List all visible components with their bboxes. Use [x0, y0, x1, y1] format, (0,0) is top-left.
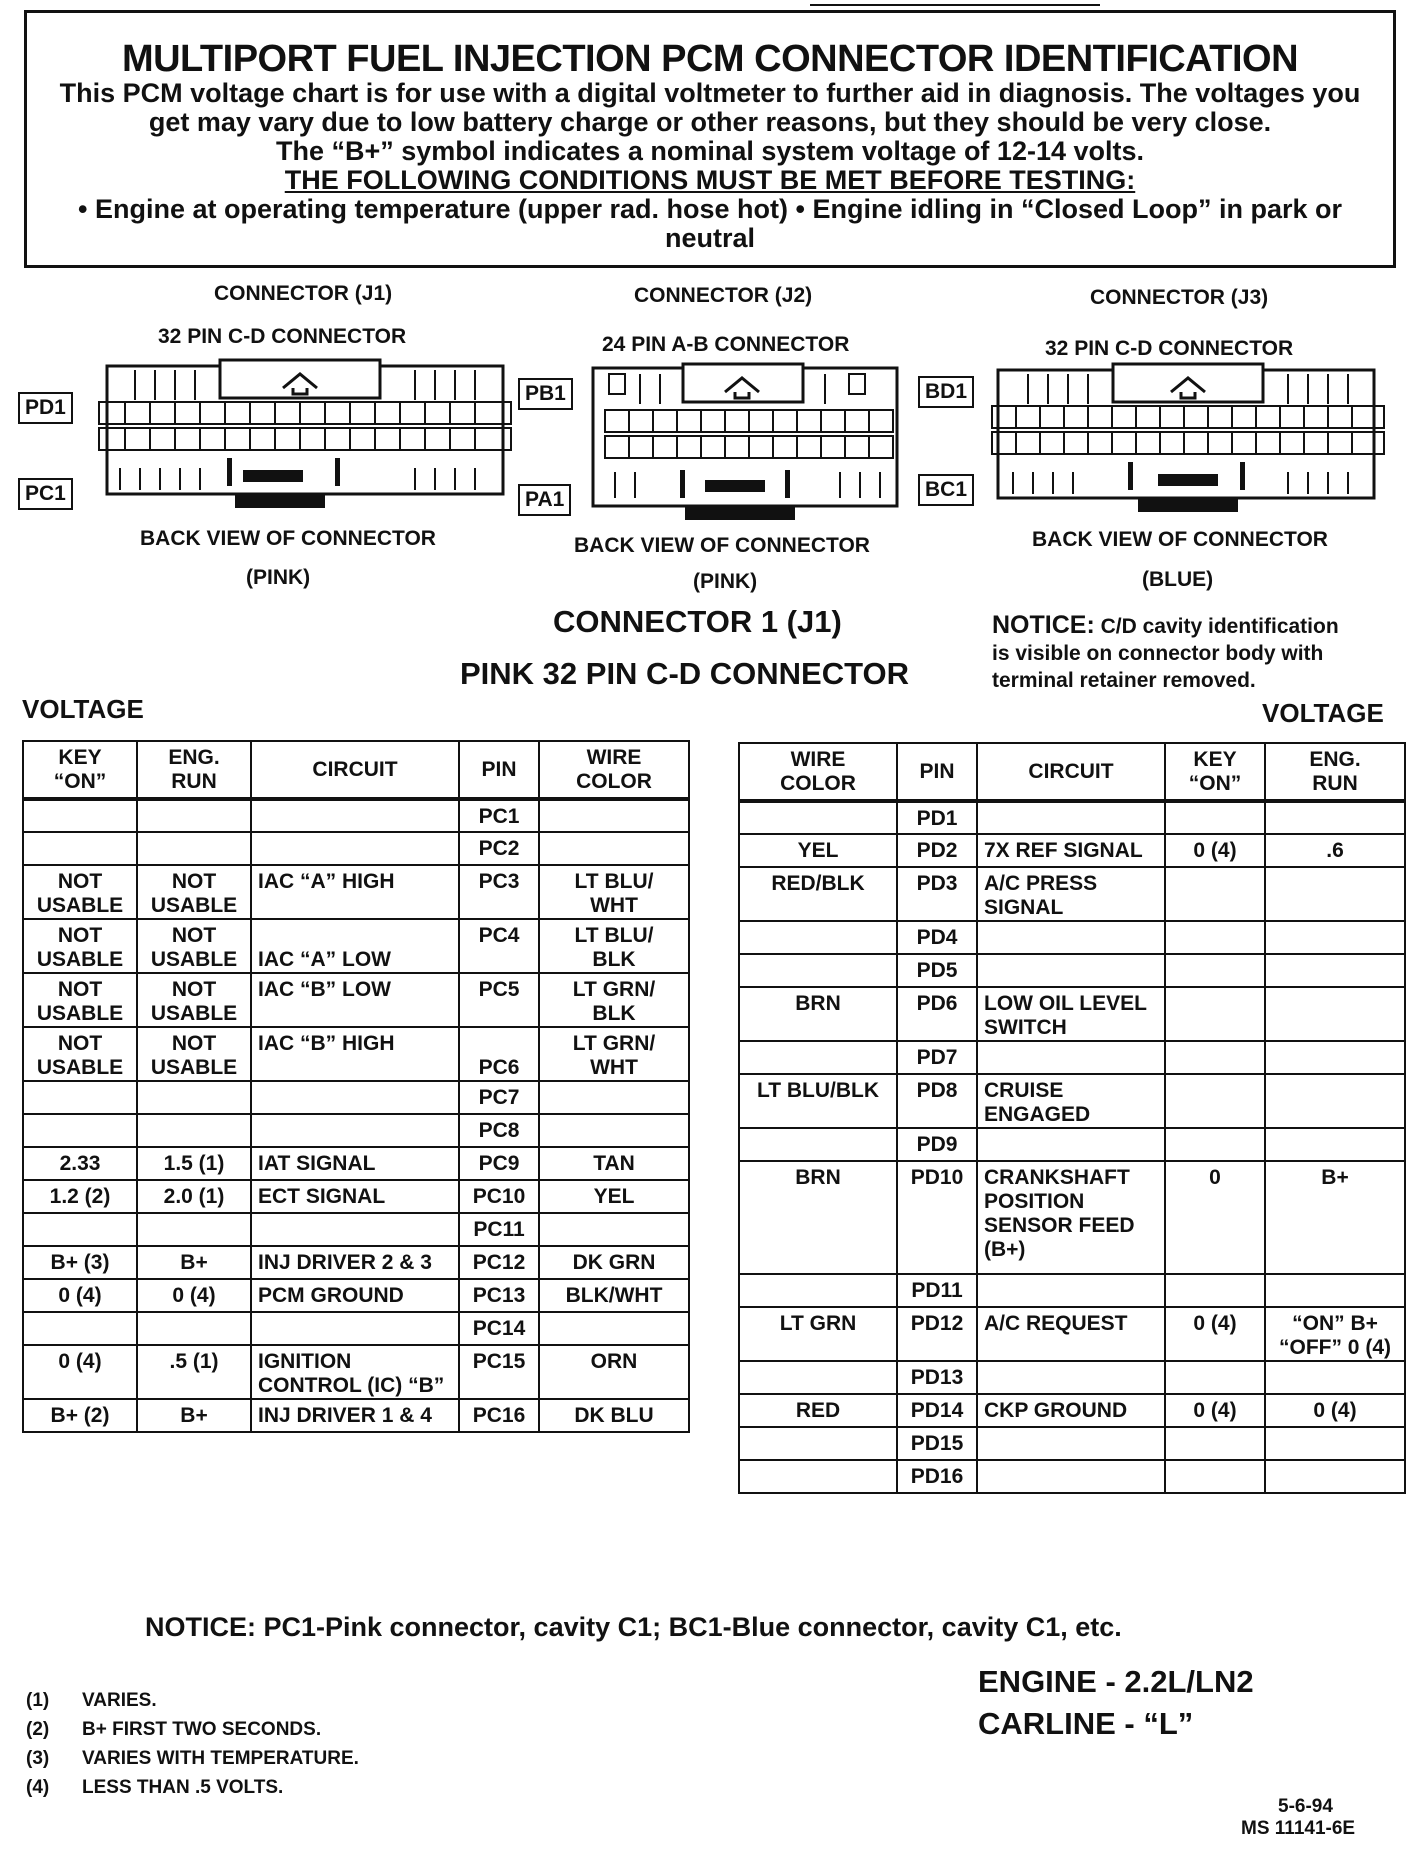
left-cell [23, 1213, 137, 1246]
left-cell: PC10 [459, 1180, 539, 1213]
left-header-cell: KEY “ON” [23, 741, 137, 799]
left-cell: PC6 [459, 1027, 539, 1081]
connector-j1-type: 32 PIN C-D CONNECTOR [158, 325, 407, 348]
left-table-row [23, 1213, 689, 1246]
left-cell: LT GRN/ BLK [539, 973, 689, 1027]
left-cell: LT BLU/ WHT [539, 865, 689, 919]
cavity-notice-label: NOTICE: [992, 611, 1095, 639]
right-cell: PD7 [897, 1041, 977, 1074]
right-cell [1165, 1041, 1265, 1074]
right-table-row [739, 987, 1405, 1041]
left-cell: NOT USABLE [137, 919, 251, 973]
left-cell: B+ (3) [23, 1246, 137, 1279]
right-cell [739, 1128, 897, 1161]
right-cell [1165, 1427, 1265, 1460]
left-cell [137, 1114, 251, 1147]
right-cell [739, 921, 897, 954]
left-cell: ECT SIGNAL [251, 1180, 459, 1213]
left-cell: PCM GROUND [251, 1279, 459, 1312]
footnote-item [26, 1690, 359, 1719]
left-table-row [23, 919, 689, 973]
right-cell: .6 [1265, 834, 1405, 867]
left-cell: PC12 [459, 1246, 539, 1279]
footnote-number: (1) [26, 1690, 50, 1711]
connector-j2-color: (PINK) [693, 570, 758, 593]
right-cell: CRANKSHAFT POSITION SENSOR FEED (B+) [977, 1161, 1165, 1274]
right-table-row [739, 1161, 1405, 1274]
left-table-row [23, 1246, 689, 1279]
right-cell: PD8 [897, 1074, 977, 1128]
left-cell: NOT USABLE [137, 1027, 251, 1081]
right-table-row [739, 1128, 1405, 1161]
left-cell: IGNITION CONTROL (IC) “B” [251, 1345, 459, 1399]
right-cell: CRUISE ENGAGED [977, 1074, 1165, 1128]
right-cell: BRN [739, 1161, 897, 1274]
right-cell [977, 954, 1165, 987]
footnote-number: (4) [26, 1777, 50, 1798]
right-cell: PD9 [897, 1128, 977, 1161]
left-cell: BLK/WHT [539, 1279, 689, 1312]
left-header-cell: ENG. RUN [137, 741, 251, 799]
left-cell: ORN [539, 1345, 689, 1399]
left-cell: NOT USABLE [137, 865, 251, 919]
right-cell: PD13 [897, 1361, 977, 1394]
right-cell [1265, 954, 1405, 987]
right-header-cell: KEY “ON” [1165, 743, 1265, 801]
right-cell [977, 921, 1165, 954]
left-cell [23, 799, 137, 832]
connector-j1-color: (PINK) [246, 566, 311, 589]
left-table-row [23, 1027, 689, 1081]
left-table-row [23, 1399, 689, 1432]
left-cell: B+ (2) [23, 1399, 137, 1432]
left-cell [251, 1081, 459, 1114]
right-header-row [739, 743, 1405, 801]
voltage-label-left: VOLTAGE [22, 694, 144, 724]
right-cell: PD14 [897, 1394, 977, 1427]
page-title: MULTIPORT FUEL INJECTION PCM CONNECTOR IDENTIFICATION [121, 38, 1299, 80]
voltage-label-right: VOLTAGE [1262, 698, 1384, 728]
right-cell: PD4 [897, 921, 977, 954]
left-cell [539, 1312, 689, 1345]
left-header-cell: CIRCUIT [251, 741, 459, 799]
right-table-row [739, 1274, 1405, 1307]
right-cell: LT BLU/BLK [739, 1074, 897, 1128]
left-cell: 2.33 [23, 1147, 137, 1180]
connector-j2-name: CONNECTOR (J2) [634, 284, 813, 307]
connector-j1-view: BACK VIEW OF CONNECTOR [140, 527, 436, 550]
connector-j2-diagram [585, 362, 905, 522]
left-cell: PC7 [459, 1081, 539, 1114]
right-table-row [739, 954, 1405, 987]
left-cell [251, 1114, 459, 1147]
left-cell: PC15 [459, 1345, 539, 1399]
right-table-row [739, 867, 1405, 921]
right-cell: “ON” B+ “OFF” 0 (4) [1265, 1307, 1405, 1361]
right-header-cell: ENG. RUN [1265, 743, 1405, 801]
right-cell: YEL [739, 834, 897, 867]
pin-label-pb1: PB1 [518, 378, 573, 410]
left-cell: IAT SIGNAL [251, 1147, 459, 1180]
left-cell: LT BLU/ BLK [539, 919, 689, 973]
right-cell [1165, 801, 1265, 834]
top-rule [810, 4, 1100, 6]
right-header-cell: PIN [897, 743, 977, 801]
right-cell [1265, 1361, 1405, 1394]
left-cell: PC4 [459, 919, 539, 973]
left-cell: 0 (4) [23, 1279, 137, 1312]
left-cell [251, 832, 459, 865]
footnote-item [26, 1748, 359, 1777]
left-table-row [23, 1279, 689, 1312]
right-cell: 0 (4) [1165, 1307, 1265, 1361]
left-cell [137, 832, 251, 865]
right-cell: RED [739, 1394, 897, 1427]
right-cell [1165, 987, 1265, 1041]
right-table-row [739, 1041, 1405, 1074]
left-table-row [23, 973, 689, 1027]
left-cell: PC5 [459, 973, 539, 1027]
left-cell: 1.5 (1) [137, 1147, 251, 1180]
doc-date: 5-6-94 [1278, 1796, 1333, 1817]
right-cell [1165, 954, 1265, 987]
left-cell: PC16 [459, 1399, 539, 1432]
right-table-row [739, 801, 1405, 834]
footnote-item [26, 1777, 359, 1806]
left-header-row [23, 741, 689, 799]
left-cell: NOT USABLE [137, 973, 251, 1027]
footnote-text: LESS THAN .5 VOLTS. [82, 1777, 284, 1798]
right-cell: RED/BLK [739, 867, 897, 921]
left-cell: PC9 [459, 1147, 539, 1180]
left-cell: PC2 [459, 832, 539, 865]
engine-label: ENGINE - 2.2L/LN2 [978, 1664, 1254, 1699]
right-cell: 0 (4) [1265, 1394, 1405, 1427]
right-cell [739, 1361, 897, 1394]
left-pin-table [22, 740, 690, 1433]
right-cell [1265, 1460, 1405, 1493]
pin-label-pa1: PA1 [518, 484, 571, 516]
left-cell: PC1 [459, 799, 539, 832]
right-cell [739, 1274, 897, 1307]
section-title-connector: CONNECTOR 1 (J1) [553, 604, 842, 639]
intro-line-2: get may vary due to low battery charge or other reasons, but they should be very close. [148, 107, 1272, 137]
right-cell [977, 801, 1165, 834]
left-cell: 0 (4) [137, 1279, 251, 1312]
pin-naming-notice: NOTICE: PC1-Pink connector, cavity C1; BC1-Blue connector, cavity C1, etc. [145, 1612, 1122, 1642]
right-cell [739, 1041, 897, 1074]
left-cell: NOT USABLE [23, 973, 137, 1027]
left-table-row [23, 1312, 689, 1345]
left-cell: LT GRN/ WHT [539, 1027, 689, 1081]
left-cell: NOT USABLE [23, 865, 137, 919]
left-header-cell: WIRE COLOR [539, 741, 689, 799]
right-cell [1265, 1041, 1405, 1074]
connector-j3-diagram [988, 362, 1388, 512]
left-table-row [23, 1180, 689, 1213]
right-cell [1265, 1427, 1405, 1460]
left-cell: IAC “A” HIGH [251, 865, 459, 919]
right-cell [739, 954, 897, 987]
left-cell: INJ DRIVER 1 & 4 [251, 1399, 459, 1432]
left-cell [23, 1081, 137, 1114]
left-cell [137, 1312, 251, 1345]
right-cell [1165, 1128, 1265, 1161]
connector-j1-diagram [95, 358, 515, 508]
left-cell: NOT USABLE [23, 1027, 137, 1081]
connector-j3-color: (BLUE) [1142, 568, 1214, 591]
connector-j3-type: 32 PIN C-D CONNECTOR [1045, 337, 1294, 360]
right-cell: 0 (4) [1165, 834, 1265, 867]
left-cell [539, 799, 689, 832]
left-cell: B+ [137, 1246, 251, 1279]
left-cell: DK BLU [539, 1399, 689, 1432]
intro-line-1: This PCM voltage chart is for use with a digital voltmeter to further aid in diagnosis. The voltages you [59, 78, 1361, 108]
right-cell: PD6 [897, 987, 977, 1041]
right-cell [1165, 1074, 1265, 1128]
right-cell: 7X REF SIGNAL [977, 834, 1165, 867]
right-cell: B+ [1265, 1161, 1405, 1274]
right-cell: PD3 [897, 867, 977, 921]
left-cell [539, 1114, 689, 1147]
right-cell [1265, 987, 1405, 1041]
left-table-row [23, 865, 689, 919]
left-cell: PC13 [459, 1279, 539, 1312]
right-cell [1165, 1361, 1265, 1394]
connector-j3-view: BACK VIEW OF CONNECTOR [1032, 528, 1328, 551]
right-header-cell: CIRCUIT [977, 743, 1165, 801]
left-cell [539, 832, 689, 865]
footnotes [26, 1690, 359, 1806]
right-pin-table [738, 742, 1406, 1494]
right-cell: A/C PRESS SIGNAL [977, 867, 1165, 921]
right-table-row [739, 1074, 1405, 1128]
cavity-notice-line-2: is visible on connector body with [992, 642, 1324, 665]
header-box [24, 10, 1396, 268]
left-cell: PC8 [459, 1114, 539, 1147]
left-cell: DK GRN [539, 1246, 689, 1279]
footnote-text: VARIES WITH TEMPERATURE. [82, 1748, 359, 1769]
left-cell: 0 (4) [23, 1345, 137, 1399]
carline-label: CARLINE - “L” [978, 1706, 1194, 1741]
footnote-text: VARIES. [82, 1690, 157, 1711]
conditions-line-2: neutral [664, 223, 756, 253]
left-cell [23, 832, 137, 865]
left-cell: NOT USABLE [23, 919, 137, 973]
cavity-notice [992, 612, 1339, 694]
left-cell [539, 1213, 689, 1246]
right-cell [1265, 1074, 1405, 1128]
right-cell [1265, 921, 1405, 954]
cavity-notice-line-1: C/D cavity identification [1100, 615, 1339, 638]
left-cell [23, 1114, 137, 1147]
right-cell [1165, 921, 1265, 954]
right-table-row [739, 1460, 1405, 1493]
left-table-row [23, 1081, 689, 1114]
pin-label-pd1: PD1 [18, 392, 73, 424]
right-table-row [739, 1361, 1405, 1394]
right-cell [739, 801, 897, 834]
left-cell: PC3 [459, 865, 539, 919]
right-cell: 0 [1165, 1161, 1265, 1274]
left-cell: YEL [539, 1180, 689, 1213]
left-cell: 2.0 (1) [137, 1180, 251, 1213]
left-cell [137, 1081, 251, 1114]
left-table-row [23, 1147, 689, 1180]
left-cell [251, 1213, 459, 1246]
right-cell: A/C REQUEST [977, 1307, 1165, 1361]
footnote-item [26, 1719, 359, 1748]
connector-j1-name: CONNECTOR (J1) [214, 282, 393, 305]
right-cell: PD15 [897, 1427, 977, 1460]
conditions-heading: THE FOLLOWING CONDITIONS MUST BE MET BEFORE TESTING: [284, 165, 1136, 195]
right-cell: LOW OIL LEVEL SWITCH [977, 987, 1165, 1041]
right-table-row [739, 921, 1405, 954]
connector-j2-view: BACK VIEW OF CONNECTOR [574, 534, 870, 557]
left-cell: PC11 [459, 1213, 539, 1246]
left-cell [23, 1312, 137, 1345]
right-cell: PD5 [897, 954, 977, 987]
left-header-cell: PIN [459, 741, 539, 799]
left-cell: B+ [137, 1399, 251, 1432]
right-cell: PD16 [897, 1460, 977, 1493]
left-cell: IAC “B” HIGH [251, 1027, 459, 1081]
left-cell [251, 799, 459, 832]
pin-label-pc1: PC1 [18, 478, 73, 510]
right-cell: PD12 [897, 1307, 977, 1361]
left-table-row [23, 1345, 689, 1399]
left-table-row [23, 1114, 689, 1147]
section-title-pink: PINK 32 PIN C-D CONNECTOR [460, 656, 909, 691]
right-cell [1265, 801, 1405, 834]
right-cell: 0 (4) [1165, 1394, 1265, 1427]
right-cell [977, 1128, 1165, 1161]
left-cell: INJ DRIVER 2 & 3 [251, 1246, 459, 1279]
right-cell [977, 1361, 1165, 1394]
left-table-row [23, 832, 689, 865]
left-cell: TAN [539, 1147, 689, 1180]
right-cell [1265, 1274, 1405, 1307]
right-header-cell: WIRE COLOR [739, 743, 897, 801]
footnote-text: B+ FIRST TWO SECONDS. [82, 1719, 322, 1740]
left-cell: 1.2 (2) [23, 1180, 137, 1213]
footnote-number: (2) [26, 1719, 50, 1740]
right-cell: PD2 [897, 834, 977, 867]
right-cell [739, 1460, 897, 1493]
pin-label-bd1: BD1 [918, 376, 974, 408]
cavity-notice-line-3: terminal retainer removed. [992, 669, 1256, 692]
right-cell: BRN [739, 987, 897, 1041]
right-cell [1265, 1128, 1405, 1161]
left-cell [137, 1213, 251, 1246]
connector-j3-name: CONNECTOR (J3) [1090, 286, 1269, 309]
conditions-line: • Engine at operating temperature (upper rad. hose hot) • Engine idling in “Closed Loop” in park or [78, 194, 1342, 224]
right-cell: PD10 [897, 1161, 977, 1274]
right-cell [1165, 1274, 1265, 1307]
left-cell: IAC “B” LOW [251, 973, 459, 1027]
right-cell [1265, 867, 1405, 921]
left-table-row [23, 799, 689, 832]
right-cell: PD11 [897, 1274, 977, 1307]
left-cell: .5 (1) [137, 1345, 251, 1399]
left-cell [251, 1312, 459, 1345]
left-cell [539, 1081, 689, 1114]
right-table-row [739, 1394, 1405, 1427]
right-table-row [739, 1427, 1405, 1460]
right-cell: PD1 [897, 801, 977, 834]
left-cell: PC14 [459, 1312, 539, 1345]
right-table-row [739, 1307, 1405, 1361]
intro-line-3: The “B+” symbol indicates a nominal system voltage of 12-14 volts. [275, 136, 1145, 166]
connector-j2-type: 24 PIN A-B CONNECTOR [602, 333, 850, 356]
right-cell [739, 1427, 897, 1460]
left-cell: IAC “A” LOW [251, 919, 459, 973]
right-cell [1165, 1460, 1265, 1493]
footnote-number: (3) [26, 1748, 50, 1769]
right-cell: CKP GROUND [977, 1394, 1165, 1427]
right-table-row [739, 834, 1405, 867]
right-cell [977, 1274, 1165, 1307]
doc-number: MS 11141-6E [1241, 1818, 1356, 1839]
pin-label-bc1: BC1 [918, 474, 974, 506]
right-cell [977, 1041, 1165, 1074]
left-cell [137, 799, 251, 832]
right-cell [977, 1460, 1165, 1493]
right-cell [1165, 867, 1265, 921]
right-cell [977, 1427, 1165, 1460]
right-cell: LT GRN [739, 1307, 897, 1361]
